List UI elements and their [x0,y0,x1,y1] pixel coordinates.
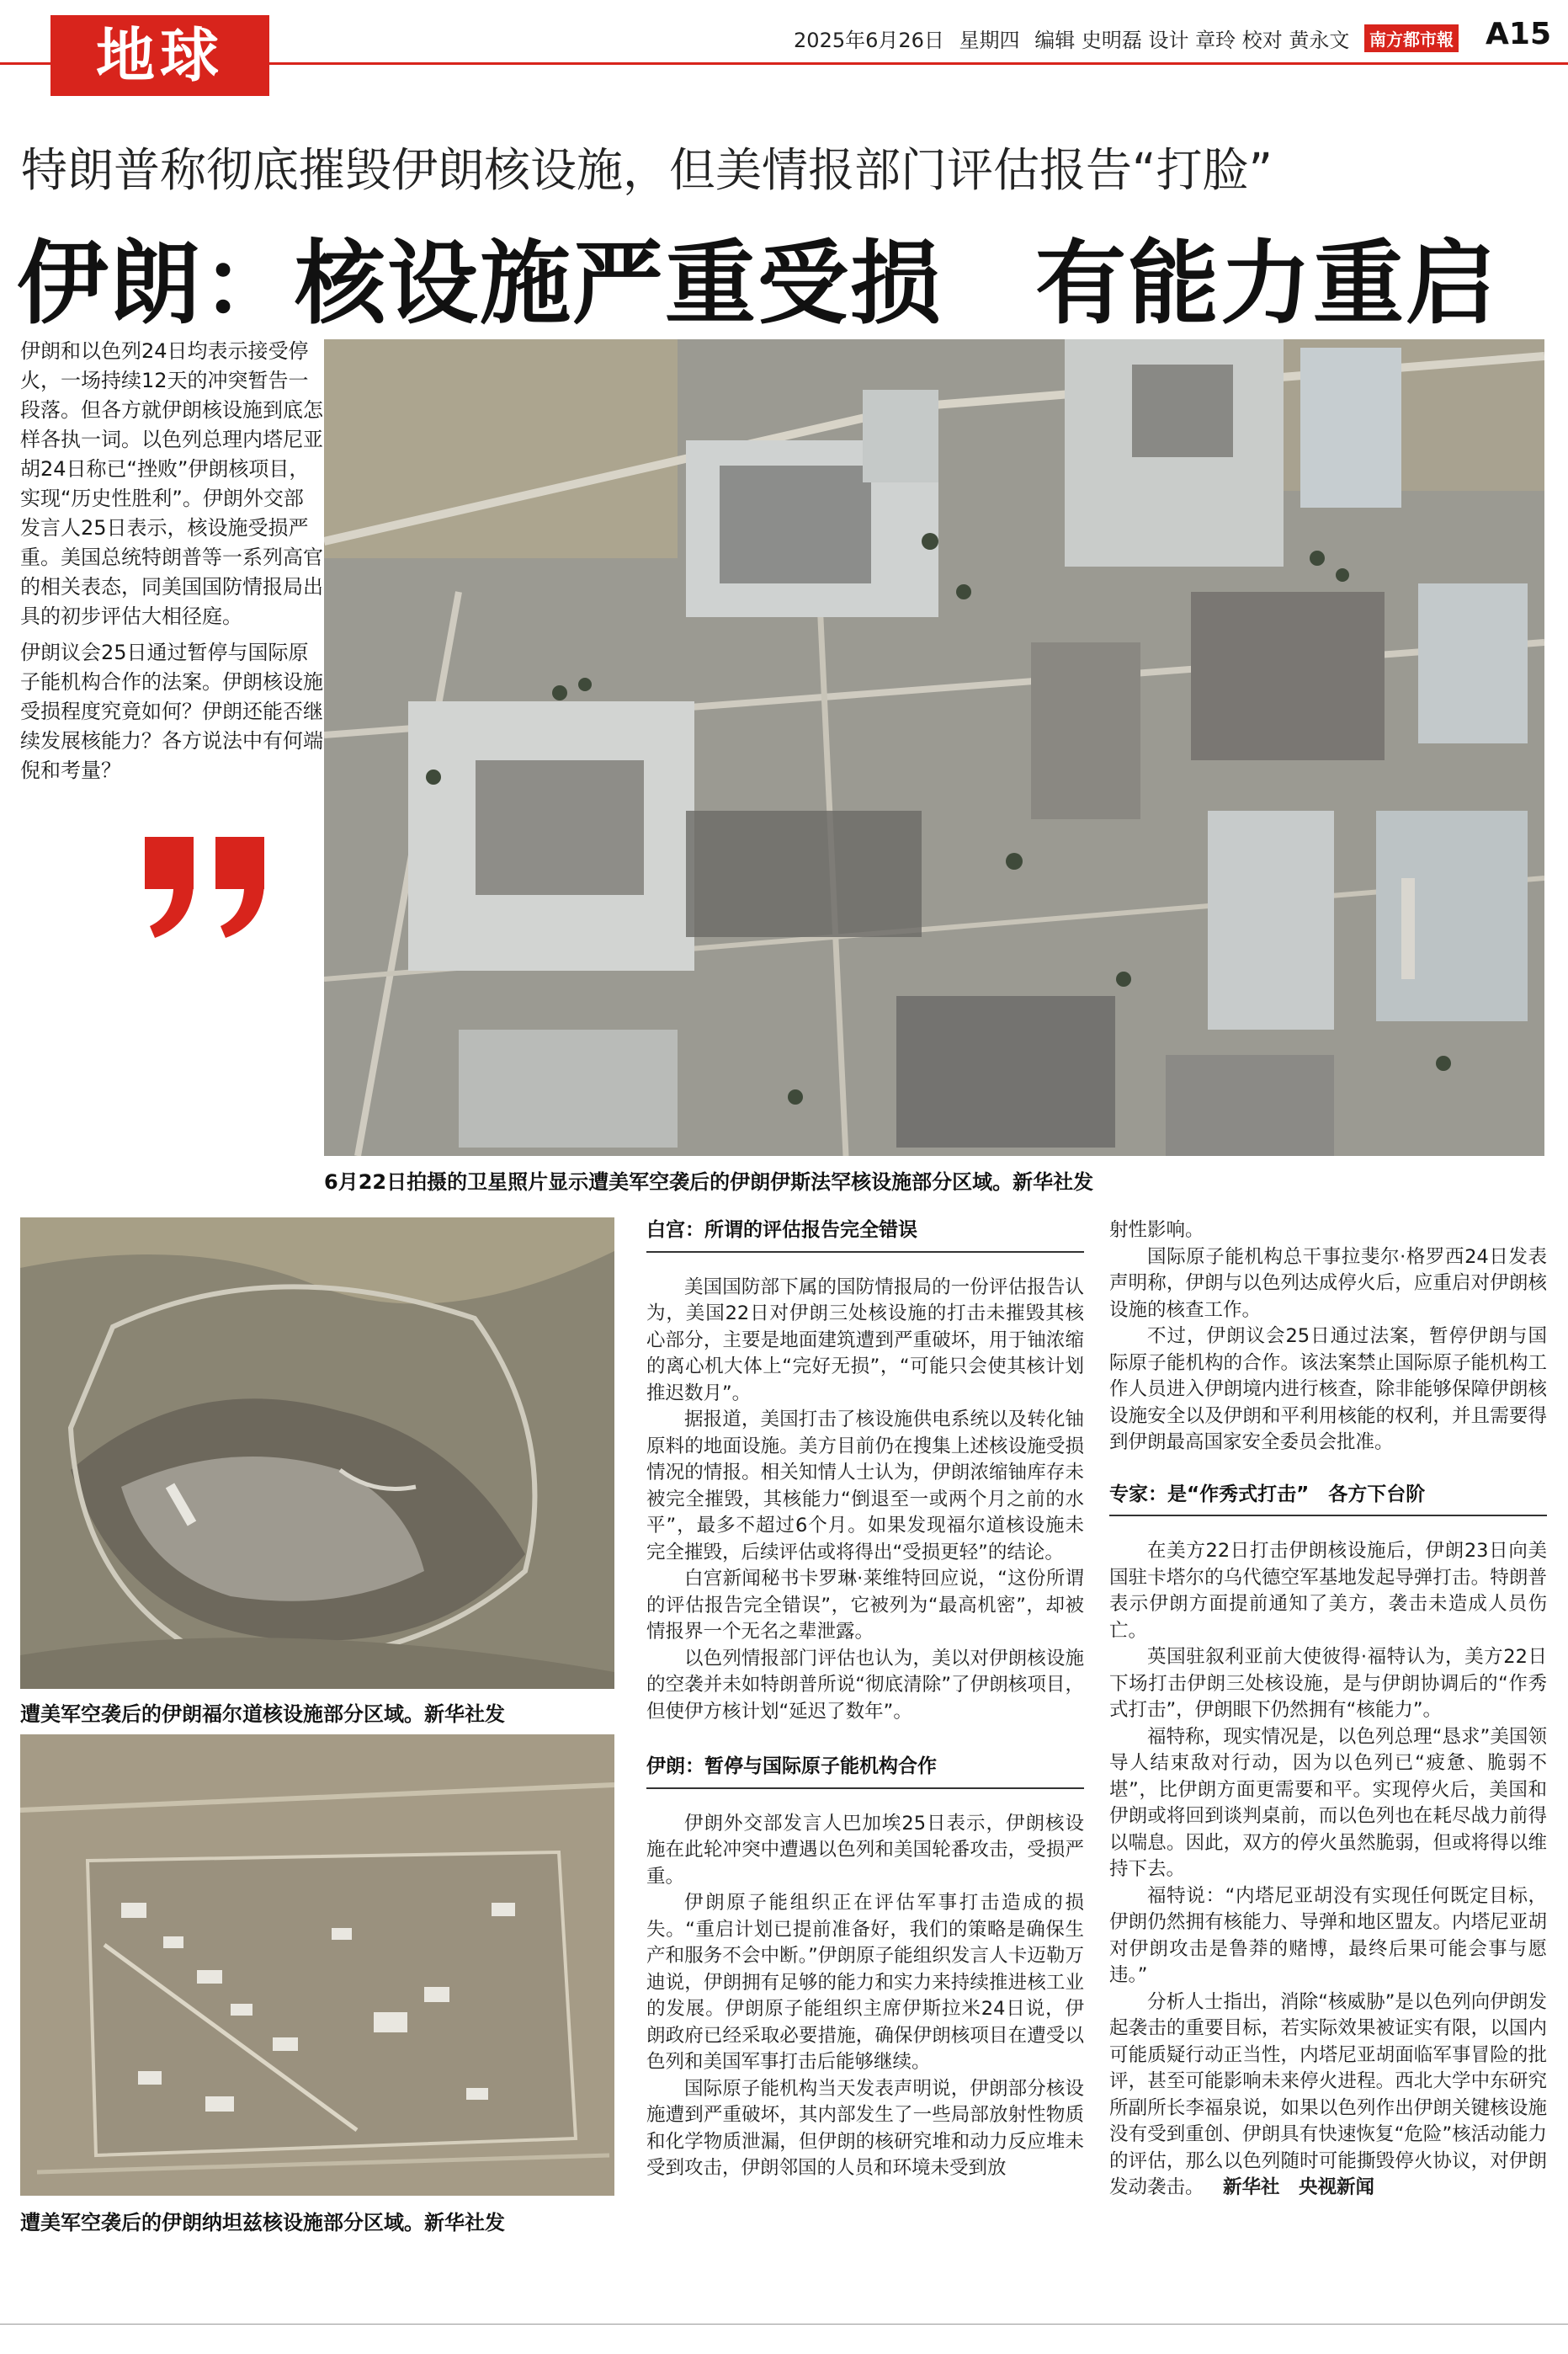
article-paragraph: 伊朗原子能组织正在评估军事打击造成的损失。“重启计划已提前准备好，我们的策略是确保生产和服务不会中断。”伊朗原子能组织发言人卡迈勒万迪说，伊朗拥有足够的能力和实力来持续推进核工业的发展。伊朗原子能组织主席伊斯拉米24日说，伊朗政府已经采取必要措施，确保伊朗核项目在遭受以色列和美国军事打击后能够继续。 [646,1892,1084,2073]
quote-mark-icon [143,833,278,943]
isfahan-photo-caption: 6月22日拍摄的卫星照片显示遭美军空袭后的伊朗伊斯法罕核设施部分区域。新华社发 [324,1170,1094,1194]
isfahan-satellite-photo [324,339,1544,1156]
credits: 编辑 史明磊 设计 章玲 校对 黄永文 [1034,29,1350,52]
article-column-1 [646,1217,1084,2182]
main-headline: 伊朗：核设施严重受损 有能力重启 [17,232,1499,337]
article-paragraph: 据报道，美国打击了核设施供电系统以及转化铀原料的地面设施。美方目前仍在搜集上述核设施受损情况的情报。相关知情人士认为，伊朗浓缩铀库存未被完全摧毁，其核能力“倒退至一或两个月之前的水平”，最多不超过6个月。如果发现福尔道核设施未完全摧毁，后续评估或将得出“受损更轻”的结论。 [646,1409,1084,1563]
article-paragraph: 不过，伊朗议会25日通过法案，暂停伊朗与国际原子能机构的合作。该法案禁止国际原子能机构工作人员进入伊朗境内进行核查，除非能够保障伊朗核设施安全以及伊朗和平利用核能的权利，并且需要得到伊朗最高国家安全委员会批准。 [1109,1325,1547,1453]
byline: 新华社 央视新闻 [1223,2176,1375,2198]
page-meta [785,24,1459,53]
natanz-satellite-photo [20,1734,614,2196]
lead-paragraphs [20,337,323,792]
article-paragraph: 分析人士指出，消除“核威胁”是以色列向伊朗发起袭击的重要目标，若实际效果被证实有限，以国内可能质疑行动正当性，内塔尼亚胡面临军事冒险的批评，甚至可能影响未来停火进程。西北大学中东研究所副所长李福泉说，如果以色列作出伊朗关键核设施没有受到重创、伊朗具有快速恢复“危险”核活动能力的评估，那么以色列随时可能撕毁停火协议，对伊朗发动袭击。 [1109,1990,1547,2198]
article-column-2 [1109,1217,1547,2202]
article-paragraph: 福特称，现实情况是，以色列总理“恳求”美国领导人结束敌对行动，因为以色列已“疲惫、脆弱不堪”，比伊朗方面更需要和平。实现停火后，美国和伊朗或将回到谈判桌前，而以色列也在耗尽战力前得以喘息。因此，双方的停火虽然脆弱，但或将得以维持下去。 [1109,1725,1547,1880]
issue-weekday: 星期四 [959,29,1020,52]
article-paragraph-final [1109,1989,1547,2202]
article-paragraph: 白宫新闻秘书卡罗琳·莱维特回应说，“这份所谓的评估报告完全错误”，它被列为“最高机密”，却被情报界一个无名之辈泄露。 [646,1568,1084,1643]
fordow-photo-caption: 遭美军空袭后的伊朗福尔道核设施部分区域。新华社发 [20,1702,505,1726]
article-paragraph: 国际原子能机构总干事拉斐尔·格罗西24日发表声明称，伊朗与以色列达成停火后，应重启对伊朗核设施的核查工作。 [1109,1245,1547,1321]
article-paragraph: 在美方22日打击伊朗核设施后，伊朗23日向美国驻卡塔尔的乌代德空军基地发起导弹打击。特朗普表示伊朗方面提前通知了美方，袭击未造成人员伤亡。 [1109,1540,1547,1642]
section-heading-white-house: 白宫：所谓的评估报告完全错误 [646,1217,1084,1253]
sub-headline: 特朗普称彻底摧毁伊朗核设施，但美情报部门评估报告“打脸” [21,143,1273,197]
natanz-photo-caption: 遭美军空袭后的伊朗纳坦兹核设施部分区域。新华社发 [20,2211,505,2234]
paper-logo: 南方都市報 [1364,24,1459,52]
article-paragraph: 国际原子能机构当天发表声明说，伊朗部分核设施遭到严重破坏，其内部发生了一些局部放射性物质和化学物质泄漏，但伊朗的核研究堆和动力反应堆未受到攻击，伊朗邻国的人员和环境未受到放 [646,2077,1084,2179]
page-number: A15 [1486,17,1551,51]
lead-paragraph-1: 伊朗和以色列24日均表示接受停火，一场持续12天的冲突暂告一段落。但各方就伊朗核设施到底怎样各执一词。以色列总理内塔尼亚胡24日称已“挫败”伊朗核项目，实现“历史性胜利”。伊朗外交部发言人25日表示，核设施受损严重。美国总统特朗普等一系列高官的相关表态，同美国国防情报局出具的初步评估大相径庭。 [20,339,323,628]
section-heading-iran: 伊朗：暂停与国际原子能机构合作 [646,1754,1084,1789]
fordow-photo-drawing [20,1217,614,1689]
section-tag: 地球 [50,15,269,96]
article-paragraph: 以色列情报部门评估也认为，美以对伊朗核设施的空袭并未如特朗普所说“彻底清除”了伊朗核项目，但使伊方核计划“延迟了数年”。 [646,1647,1084,1723]
natanz-photo-drawing [20,1734,614,2196]
article-paragraph: 伊朗外交部发言人巴加埃25日表示，伊朗核设施在此轮冲突中遭遇以色列和美国轮番攻击，受损严重。 [646,1812,1084,1888]
article-paragraph-continued: 射性影响。 [1109,1219,1204,1241]
isfahan-photo-drawing [324,339,1544,1156]
article-paragraph: 英国驻叙利亚前大使彼得·福特认为，美方22日下场打击伊朗三处核设施，是与伊朗协调后的“作秀式打击”，伊朗眼下仍然拥有“核能力”。 [1109,1646,1547,1721]
article-paragraph: 福特说：“内塔尼亚胡没有实现任何既定目标，伊朗仍然拥有核能力、导弹和地区盟友。内塔尼亚胡对伊朗攻击是鲁莽的赌博，最终后果可能会事与愿违。” [1109,1884,1547,1986]
fordow-satellite-photo [20,1217,614,1689]
bottom-rule [0,2324,1568,2325]
issue-date: 2025年6月26日 [794,29,944,52]
section-heading-experts: 专家：是“作秀式打击” 各方下台阶 [1109,1482,1547,1517]
article-paragraph: 美国国防部下属的国防情报局的一份评估报告认为，美国22日对伊朗三处核设施的打击未摧毁其核心部分，主要是地面建筑遭到严重破坏，用于铀浓缩的离心机大体上“完好无损”，“可能只会使其核计划推迟数月”。 [646,1276,1084,1404]
lead-paragraph-2: 伊朗议会25日通过暂停与国际原子能机构合作的法案。伊朗核设施受损程度究竟如何？伊朗还能否继续发展核能力？各方说法中有何端倪和考量？ [20,641,323,782]
